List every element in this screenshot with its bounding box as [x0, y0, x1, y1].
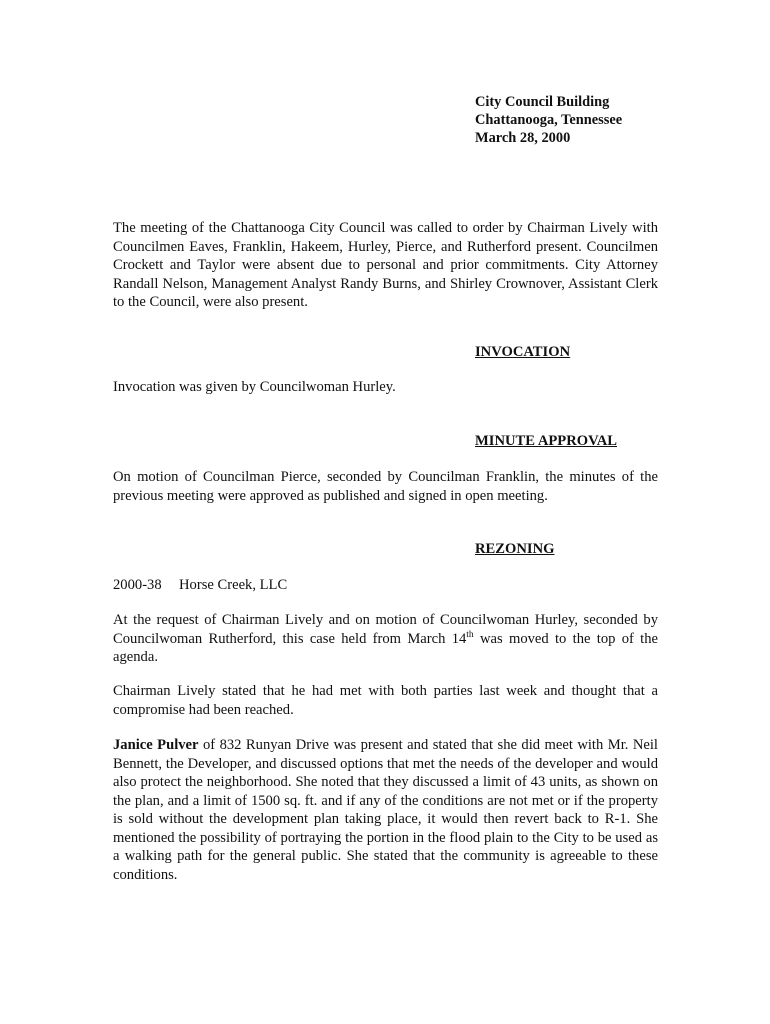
case-number: 2000-38 — [113, 577, 162, 593]
rezoning-paragraph-1-text: At the request of Chairman Lively and on motion of Councilwoman Hurley, seconded by Councilwoman Rutherford, this case held from March 14 — [113, 612, 658, 647]
header-location: City Council Building — [475, 94, 610, 110]
intro-paragraph: The meeting of the Chattanooga City Council was called to order by Chairman Lively with Councilmen Eaves, Franklin, Hakeem, Hurley, Pierce, and Rutherford present. Councilmen Crockett and Taylor were absent due to personal and prior commitments. City Attorney Randall Nelson, Management Analyst Randy Burns, and Shirley Crownover, Assistant Clerk to the Council, were also present. — [113, 220, 658, 310]
case-name: Horse Creek, LLC — [179, 577, 288, 593]
rezoning-paragraph-1 — [113, 611, 658, 667]
document-header — [475, 93, 622, 147]
rezoning-heading: REZONING — [475, 541, 555, 557]
invocation-heading: INVOCATION — [475, 344, 571, 360]
speaker-name: Janice Pulver — [113, 737, 199, 753]
ordinal-suffix: th — [466, 629, 474, 640]
case-line — [113, 576, 287, 595]
invocation-paragraph: Invocation was given by Councilwoman Hurley. — [113, 379, 396, 395]
rezoning-paragraph-2: Chairman Lively stated that he had met with both parties last week and thought that a compromise had been reached. — [113, 683, 658, 718]
minute-approval-heading: MINUTE APPROVAL — [475, 433, 618, 449]
rezoning-paragraph-1-text-end: was moved to the top of the agenda. — [113, 630, 658, 665]
header-city: Chattanooga, Tennessee — [475, 112, 623, 128]
rezoning-paragraph-3 — [113, 736, 658, 884]
header-date: March 28, 2000 — [475, 130, 571, 146]
speaker-statement: of 832 Runyan Drive was present and stated that she did meet with Mr. Neil Bennett, the Developer, and discussed options that met the needs of the developer and would also protect the neighborhood. She noted that they discussed a limit of 43 units, as shown on the plan, and a limit of 1500 sq. ft. and if any of the conditions are not met or if the property is sold without the development plan taking place, it would then revert back to R-1. She mentioned the possibility of portraying the portion in the flood plain to the City to be used as a walking path for the general public. She stated that the community is agreeable to these conditions. — [113, 737, 658, 883]
minute-approval-paragraph: On motion of Councilman Pierce, seconded by Councilman Franklin, the minutes of the previous meeting were approved as published and signed in open meeting. — [113, 469, 658, 504]
